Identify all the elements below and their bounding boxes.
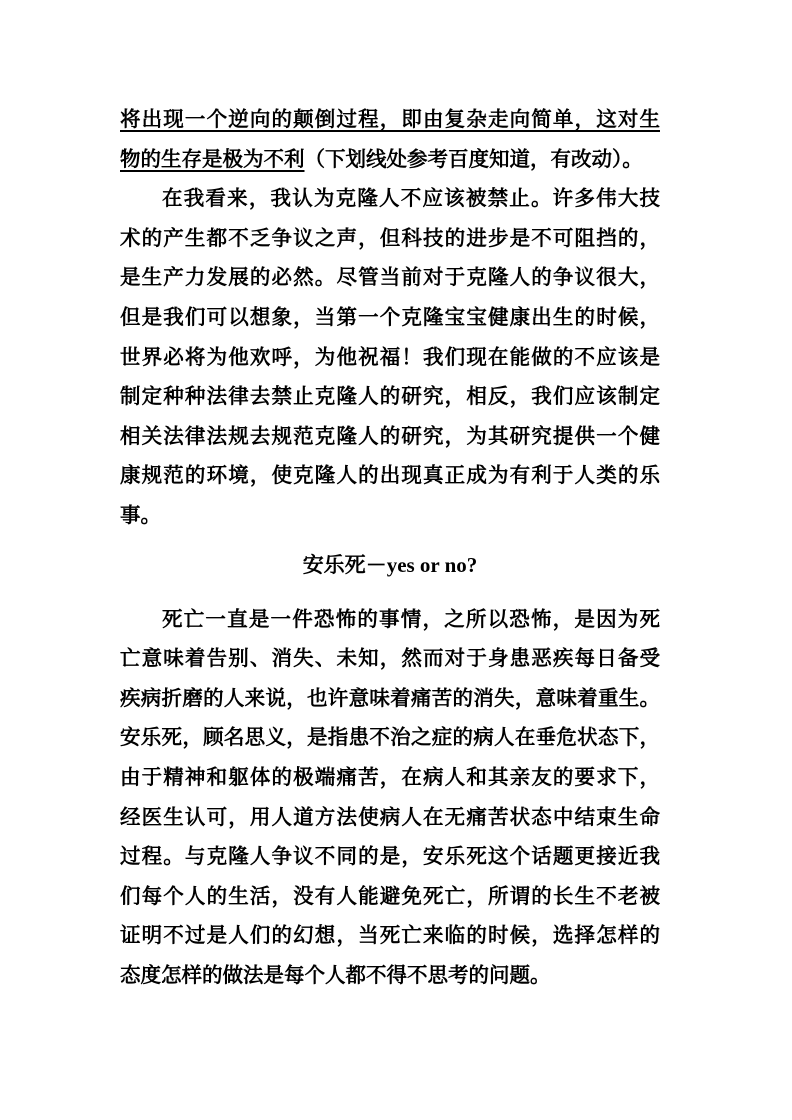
- text-line: [120, 140, 660, 180]
- document-page: [120, 100, 660, 995]
- text-line: 亡意味着告别、消失、未知，然而对于身患恶疾每日备受: [120, 646, 660, 671]
- text-line: 事。: [120, 502, 161, 527]
- text-line: 证明不过是人们的幻想，当死亡来临的时候，选择怎样的: [120, 923, 660, 948]
- text-line: 相关法律法规去规范克隆人的研究，为其研究提供一个健: [120, 423, 660, 448]
- paragraph-cloning-end: [120, 100, 660, 179]
- paragraph-opinion: [120, 179, 660, 535]
- underlined-text: 将出现一个逆向的颠倒过程，即由复杂走向简单，这对生: [120, 107, 660, 131]
- citation-note: （下划线处参考百度知道，有改动）。: [304, 146, 643, 171]
- text-line: 安乐死，顾名思义，是指患不治之症的病人在垂危状态下，: [120, 725, 660, 750]
- paragraph-euthanasia: [120, 600, 660, 996]
- text-line: 制定种种法律去禁止克隆人的研究，相反，我们应该制定: [120, 384, 660, 409]
- heading-dash: －: [365, 551, 387, 577]
- text-line: 世界必将为他欢呼，为他祝福！我们现在能做的不应该是: [120, 344, 660, 369]
- heading-english: yes or no?: [386, 552, 478, 577]
- text-line: 在我看来，我认为克隆人不应该被禁止。许多伟大技: [162, 186, 660, 211]
- text-line: 是生产力发展的必然。尽管当前对于克隆人的争议很大，: [120, 265, 660, 290]
- text-line: 经医生认可，用人道方法使病人在无痛苦状态中结束生命: [120, 804, 660, 829]
- text-line: 术的产生都不乏争议之声，但科技的进步是不可阻挡的，: [120, 225, 660, 250]
- heading-chinese: 安乐死: [302, 551, 366, 577]
- text-line: 死亡一直是一件恐怖的事情，之所以恐怖，是因为死: [162, 606, 660, 631]
- text-line: 康规范的环境，使克隆人的出现真正成为有利于人类的乐: [120, 463, 660, 488]
- text-line: 们每个人的生活，没有人能避免死亡，所谓的长生不老被: [120, 883, 660, 908]
- underlined-text: 物的生存是极为不利: [120, 146, 305, 171]
- text-line: 但是我们可以想象，当第一个克隆宝宝健康出生的时候，: [120, 304, 660, 329]
- text-line: 由于精神和躯体的极端痛苦，在病人和其亲友的要求下，: [120, 764, 660, 789]
- text-line: 态度怎样的做法是每个人都不得不思考的问题。: [120, 962, 551, 987]
- text-line: 疾病折磨的人来说，也许意味着痛苦的消失，意味着重生。: [120, 685, 660, 710]
- section-heading: [120, 536, 660, 600]
- text-line: 过程。与克隆人争议不同的是，安乐死这个话题更接近我: [120, 844, 660, 869]
- text-line: [120, 100, 660, 140]
